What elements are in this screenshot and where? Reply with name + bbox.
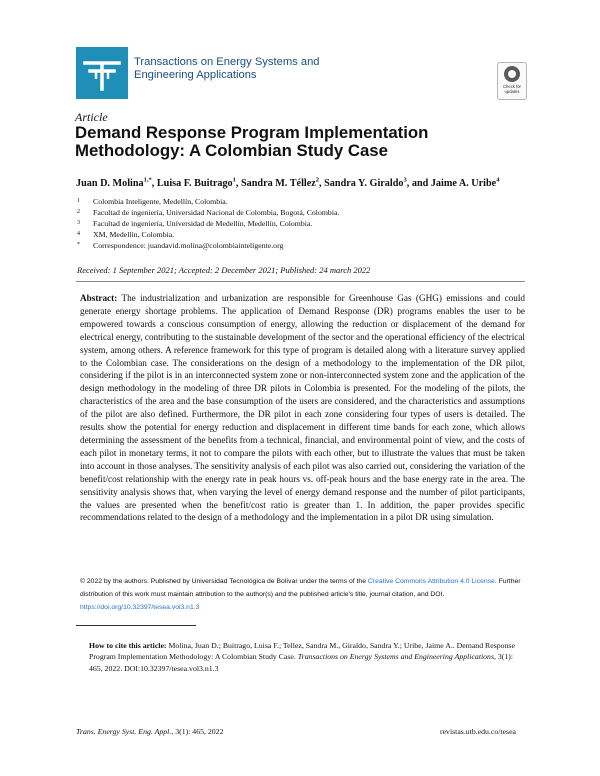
- author-separator: , and: [406, 178, 431, 190]
- author: [324, 178, 431, 189]
- affiliation-mark: 3: [77, 220, 80, 226]
- abstract-text: The industrialization and urbanization are responsible for Greenhouse Gas (GHG) emissions and could generate energy shortage problems. The application of Demand Response (DR) programs enables the user to be empowered towards a conscious consumption of energy, allowing the reduction or displacement of the demand for electrical energy, contributing to the sustainable development of the sector and the operational efficiency of the electrical system, among others. A reference framework for this type of program is detailed along with a literature survey applied to the Colombian case. The considerations on the design of a methodology to the implementation of the DR pilot, considering if the pilot is in an interconnected system zone or non-interconnected system zone and the application of the design methodology in the modeling of three DR pilots in Colombia is presented. For the modeling of the pilots, the characteristics of the area and the base consumption of the users are considered, and the characteristics and assumptions of the pilot are also defined. Furthermore, the DR pilot in each zone considering four types of users is detailed. The results show the potential for energy reduction and displacement in different time bands for each zone, which allows determining the assessment of the benefits from a technical, financial, and environmental point of view, and the costs of each pilot in monetary terms, it not to compare the pilots with each other, but to illustrate the values that must be taken into account in those analyses. The sensitivity analysis of each pilot was also carried out, considering the variation of the benefit/cost relationship with the energy rate in peak hours vs. off-peak hours and the base energy rate in the area. The sensitivity analysis shows that, when varying the level of energy demand response and the number of pilot participants, the values are presented when the benefit/cost ratio is greater than 1. In addition, the paper provides specific recommendations related to the design of a methodology and the implementation in a pilot DR using simulation.: [80, 293, 525, 523]
- publication-dates: Received: 1 September 2021; Accepted: 2 December 2021; Published: 24 march 2022: [77, 265, 371, 275]
- article-title-line2: Methodology: A Colombian Study Case: [75, 141, 388, 160]
- affiliation-text: Facultad de ingeniería, Universidad de Medellín, Medellín, Colombia.: [93, 219, 313, 228]
- correspondence-mark: *: [77, 242, 80, 248]
- affiliation-text: XM, Medellín, Colombia.: [93, 230, 175, 239]
- affiliation: [77, 207, 339, 218]
- license-link[interactable]: Creative Commons Attribution 4.0 License: [367, 578, 495, 585]
- abstract-label: Abstract:: [80, 293, 118, 303]
- footer-journal-info: [76, 727, 224, 736]
- author-name: Sandra M. Téllez: [240, 178, 316, 190]
- author-name: Juan D. Molina: [76, 178, 144, 190]
- affiliation-mark: 4: [77, 231, 80, 237]
- author: [76, 178, 157, 189]
- article-type: Article: [75, 110, 108, 124]
- author-affil-mark: 4: [496, 177, 500, 184]
- author-affil-mark: 1: [232, 177, 236, 184]
- check-for-updates-badge[interactable]: [497, 62, 527, 100]
- author-separator: ,: [235, 178, 241, 190]
- update-badge-line2: updates: [504, 89, 520, 94]
- author-list: [76, 177, 499, 189]
- footer-volume-info: , 3(1): 465, 2022: [171, 727, 224, 736]
- author-separator: ,: [319, 178, 325, 190]
- citation-volume: , 3(1): 465, 2022. DOI:10.32397/tesea.vol3.n1.3: [89, 652, 514, 673]
- citation-text: Molina, Juan D.; Buitrago, Luisa F.; Tellez, Sandra M., Giraldo, Sandra Y.; Uribe, Jaime A.. Demand Response Program Implementation Methodology: A Colombian Study Case.: [89, 641, 515, 662]
- author-name: Luisa F. Buitrago: [156, 178, 233, 190]
- footnote-divider: [76, 625, 196, 626]
- affiliation-list: [77, 196, 339, 251]
- author-affil-mark: 3: [403, 177, 407, 184]
- affiliation: [77, 218, 339, 229]
- citation-block: [89, 640, 526, 674]
- affiliation: [77, 229, 339, 240]
- doi-link[interactable]: https://doi.org/10.32397/tesea.vol3.n1.3: [80, 603, 200, 611]
- license-statement: [80, 576, 526, 615]
- abstract: [80, 292, 525, 524]
- footer-site[interactable]: revistas.utb.edu.co/tesea: [440, 727, 516, 736]
- license-prefix: © 2022 by the authors. Published by Universidad Tecnológica de Bolívar under the terms of the: [80, 578, 368, 585]
- author-separator: ,: [151, 178, 157, 190]
- correspondence-email[interactable]: Correspondence: juandavid.molina@colombiainteligente.org: [93, 241, 284, 250]
- footer-journal-abbrev: Trans. Energy Syst. Eng. Appl.: [76, 727, 172, 736]
- author: [241, 178, 324, 189]
- affiliation: [77, 196, 339, 207]
- author: [157, 178, 241, 189]
- journal-logo-mark: [76, 47, 128, 99]
- affiliation-mark: 1: [77, 198, 80, 204]
- article-title-line1: Demand Response Program Implementation: [75, 123, 429, 142]
- affiliation-text: Facultad de ingeniería, Universidad Nacional de Colombia, Bogotá, Colombia.: [93, 208, 340, 217]
- citation-label: How to cite this article:: [89, 641, 167, 650]
- update-check-icon: [504, 66, 520, 82]
- author-name: Jaime A. Uribe: [430, 178, 497, 190]
- journal-name: [134, 56, 320, 82]
- affiliation-text: Colombia Inteligente, Medellín, Colombia.: [93, 197, 228, 206]
- citation-journal: Transactions on Energy Systems and Engineering Applications: [297, 652, 494, 662]
- update-badge-line1: Check for: [503, 84, 521, 89]
- correspondence: [77, 240, 339, 251]
- author: [431, 178, 500, 189]
- journal-logo: [76, 47, 128, 99]
- license-suffix: . Further distribution of this work must maintain attribution to the author(s) and the published article's title, journal citation, and DOI.: [80, 578, 521, 598]
- affiliation-mark: 2: [77, 209, 80, 215]
- update-badge-label: [498, 84, 526, 94]
- author-name: Sandra Y. Giraldo: [324, 178, 404, 190]
- author-affil-mark: 2: [315, 177, 320, 184]
- author-affil-mark: 1,*: [143, 177, 152, 184]
- header-divider: [76, 281, 525, 282]
- journal-name-line1: Transactions on Energy Systems and: [134, 56, 320, 68]
- article-title: [75, 124, 428, 160]
- journal-name-line2: Engineering Applications: [134, 69, 257, 81]
